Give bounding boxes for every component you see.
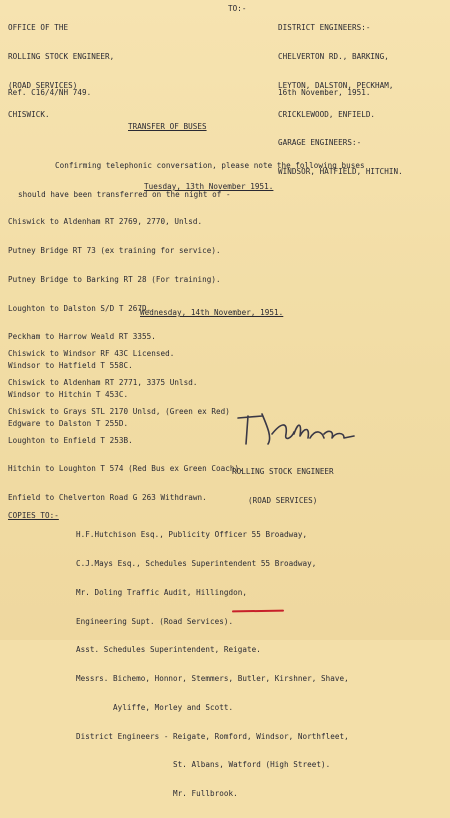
from-block (8, 4, 114, 138)
copy-line: Messrs. Bichemo, Honnor, Stemmers, Butler, Kirshner, Shave, (76, 674, 349, 684)
copy-line: Engineering Supt. (Road Services). (76, 616, 234, 626)
transfer-line: Chiswick to Aldenham RT 2771, 3375 Unlsd. (8, 377, 198, 387)
transfer-line: Chiswick to Windsor RF 43C Licensed. (8, 349, 175, 359)
reference: Ref. C16/4/NH 749. (8, 88, 92, 97)
transfer-line: Loughton to Enfield T 253B. (8, 435, 133, 445)
copies-label: COPIES TO:- (8, 511, 59, 520)
copy-line: Asst. Schedules Superintendent, Reigate. (76, 645, 261, 655)
copy-line: Ayliffe, Morley and Scott. (76, 702, 234, 712)
transfer-line: Chiswick to Aldenham RT 2769, 2770, Unlsd. (8, 217, 203, 227)
copies-list (76, 511, 349, 818)
transfer-line: Edgware to Dalston T 255D. (8, 418, 129, 428)
intro-line: should have been transferred on the night of - (18, 189, 231, 199)
handwritten-signature (232, 404, 372, 454)
to-line: DISTRICT ENGINEERS:- (278, 23, 371, 33)
letter-date: 16th November, 1951. (278, 88, 371, 97)
transfer-line: Windsor to Hitchin T 453C. (8, 389, 129, 399)
to-line: GARAGE ENGINEERS:- (278, 138, 362, 148)
transfer-line: Enfield to Chelverton Road G 263 Withdrawn. (8, 493, 207, 503)
transfer-line: Windsor to Hatfield T 558C. (8, 361, 133, 371)
section-heading: Tuesday, 13th November 1951. (144, 182, 274, 191)
copy-line: C.J.Mays Esq., Schedules Superintendent 55 Broadway, (76, 558, 317, 568)
transfer-line: Peckham to Harrow Weald RT 3355. (8, 332, 156, 342)
from-line: ROLLING STOCK ENGINEER, (8, 51, 115, 61)
section-heading: Wednesday, 14th November, 1951. (140, 308, 284, 317)
from-line: OFFICE OF THE (8, 23, 69, 33)
from-line: CHISWICK. (8, 109, 50, 119)
to-line: WINDSOR, HATFIELD, HITCHIN. (278, 167, 403, 177)
transfer-line: Putney Bridge RT 73 (ex training for service). (8, 245, 221, 255)
transfer-line: Chiswick to Grays STL 2170 Unlsd, (Green ex Red) (8, 406, 230, 416)
to-line: LEYTON, DALSTON, PECKHAM, (278, 80, 394, 90)
copy-line: St. Albans, Watford (High Street). (76, 760, 331, 770)
copy-line: Mr. Doling Traffic Audit, Hillingdon, (76, 587, 248, 597)
transfer-list (8, 330, 244, 522)
document-title: TRANSFER OF BUSES (128, 122, 207, 131)
to-line: CHELVERTON RD., BARKING, (278, 51, 389, 61)
transfer-line: Loughton to Dalston S/D T 267D. (8, 303, 152, 313)
to-line: CRICKLEWOOD, ENFIELD. (278, 109, 376, 119)
from-line: (ROAD SERVICES) (8, 80, 78, 90)
copy-line: H.F.Hutchison Esq., Publicity Officer 55 Broadway, (76, 530, 308, 540)
copy-line: District Engineers - Reigate, Romford, Windsor, Northfleet, (76, 731, 349, 741)
copy-line: Mr. Fullbrook. (76, 789, 238, 799)
signature-title-line: (ROAD SERVICES) (248, 495, 318, 505)
to-label: TO:- (228, 4, 247, 13)
intro-line: Confirming telephonic conversation, please note the following buses (18, 161, 365, 171)
transfer-line: Putney Bridge to Barking RT 28 (For training). (8, 274, 221, 284)
transfer-line: Hitchin to Loughton T 574 (Red Bus ex Green Coach). (8, 464, 244, 474)
signature-title-line: ROLLING STOCK ENGINEER (232, 467, 334, 477)
